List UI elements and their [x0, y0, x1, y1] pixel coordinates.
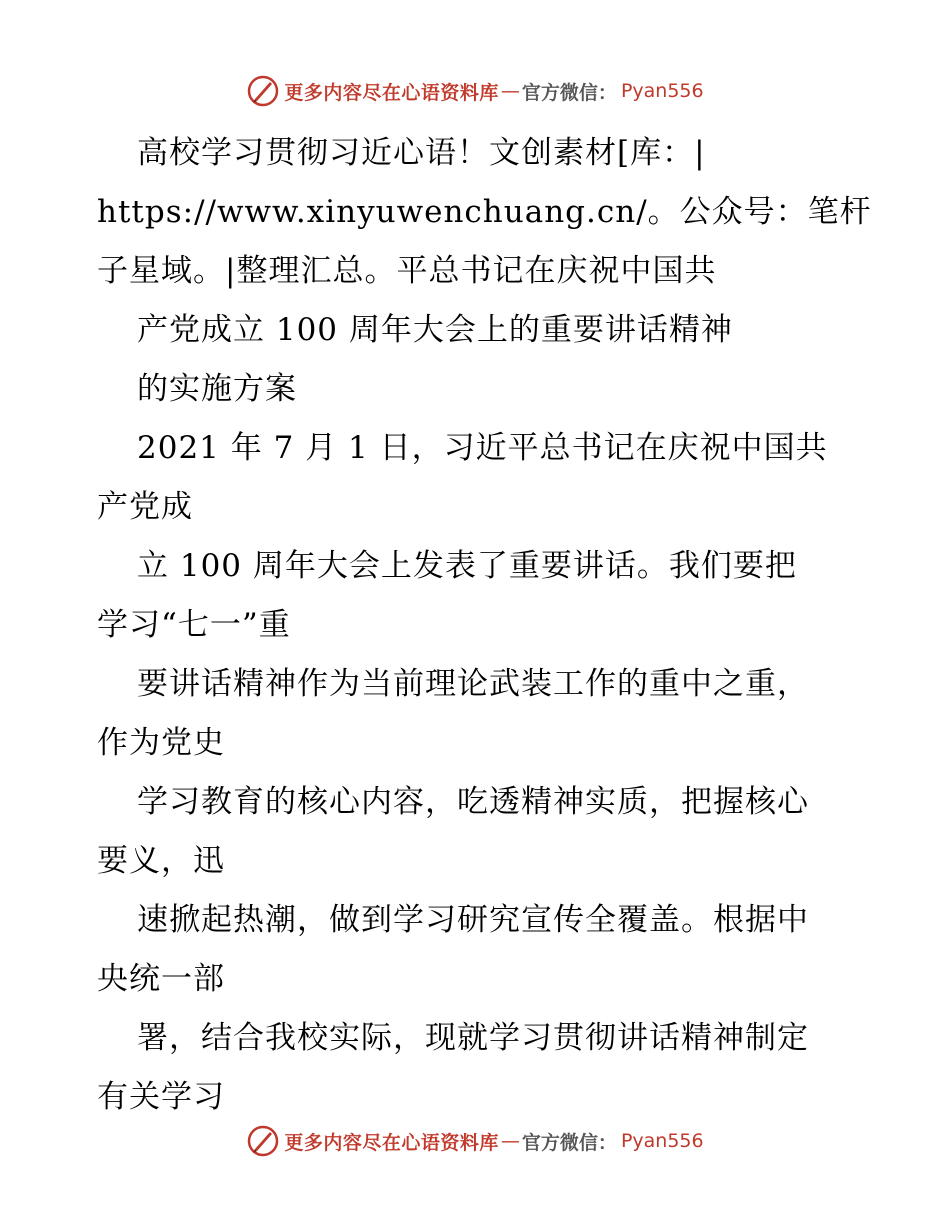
body-line: 产党成 [97, 489, 193, 525]
banner-main-text: 更多内容尽在心语资料库 [284, 81, 499, 104]
body-line: 2021 年 7 月 1 日，习近平总书记在庆祝中国共 [137, 430, 828, 466]
body-line: 署，结合我校实际，现就学习贯彻讲话精神制定 [137, 1020, 809, 1056]
banner-separator: — [500, 1130, 520, 1152]
body-line: 作为党史 [97, 725, 225, 761]
header-banner [0, 71, 950, 111]
quill-pen-logo-icon [246, 74, 280, 108]
banner-main-text: 更多内容尽在心语资料库 [284, 1131, 499, 1154]
body-line: 学习“七一”重 [97, 607, 291, 643]
body-line: 要讲话精神作为当前理论武装工作的重中之重， [137, 666, 809, 702]
footer-banner [0, 1121, 950, 1161]
wechat-id: Pyan556 [620, 80, 704, 102]
body-line: 高校学习贯彻习近心语！文创素材[库：| [137, 135, 706, 171]
wechat-label: 官方微信： [521, 81, 617, 104]
body-line: 学习教育的核心内容，吃透精神实质，把握核心 [137, 784, 809, 820]
body-line: 要义，迅 [97, 843, 225, 879]
body-line: 有关学习 [97, 1079, 225, 1115]
body-line: 的实施方案 [137, 371, 297, 407]
wechat-id: Pyan556 [620, 1130, 704, 1152]
quill-pen-logo-icon [246, 1124, 280, 1158]
body-line: 立 100 周年大会上发表了重要讲话。我们要把 [137, 548, 797, 584]
body-line: 子星域。|整理汇总。平总书记在庆祝中国共 [97, 253, 717, 289]
wechat-label: 官方微信： [521, 1131, 617, 1154]
body-line: 速掀起热潮，做到学习研究宣传全覆盖。根据中 [137, 902, 809, 938]
banner-separator: — [500, 80, 520, 102]
document-body [97, 124, 877, 1127]
body-line: https://www.xinyuwenchuang.cn/。公众号：笔杆 [97, 194, 872, 230]
body-line: 央统一部 [97, 961, 225, 997]
body-line: 产党成立 100 周年大会上的重要讲话精神 [137, 312, 733, 348]
